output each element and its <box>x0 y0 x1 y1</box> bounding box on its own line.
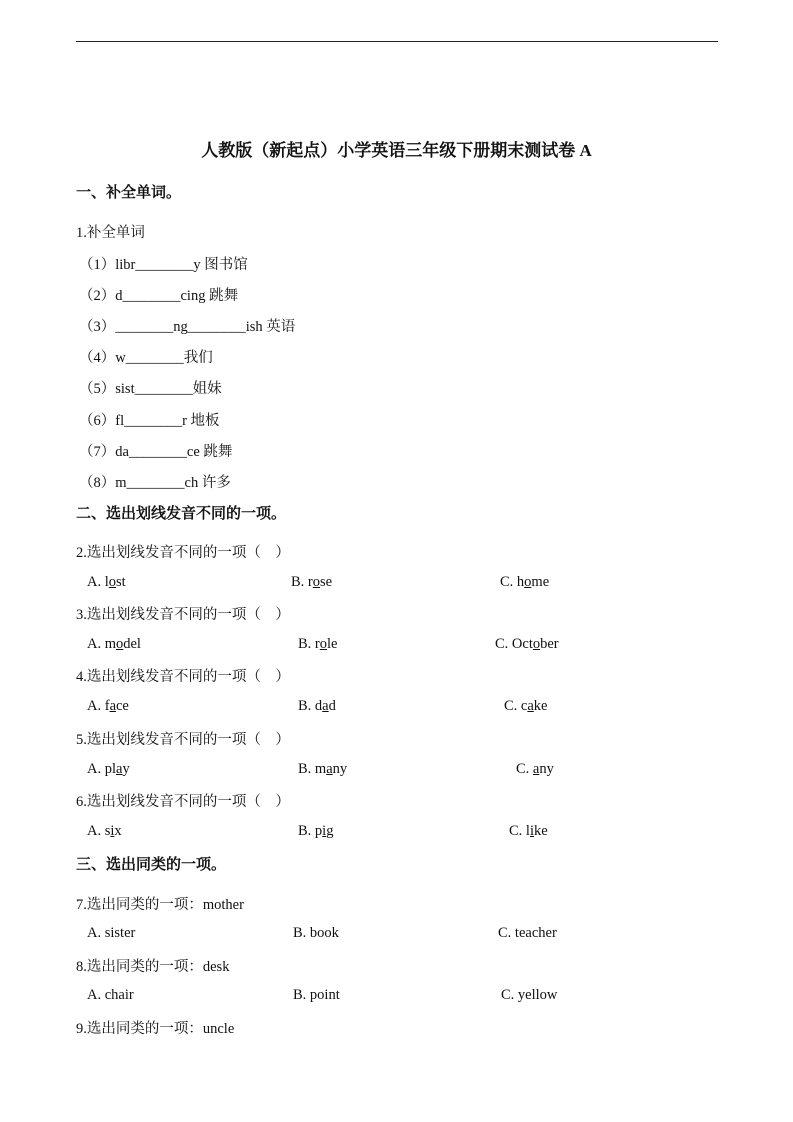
q3-option-c: C. October <box>495 636 559 652</box>
question-2-stem: 2.选出划线发音不同的一项（ ） <box>76 545 290 561</box>
q1-item-6: （6）fl________r 地板 <box>79 413 220 429</box>
section-2-heading: 二、选出划线发音不同的一项。 <box>76 506 287 522</box>
q1-item-8: （8）m________ch 许多 <box>79 475 231 491</box>
q7-option-c: C. teacher <box>498 925 557 941</box>
q1-item-3: （3）________ng________ish 英语 <box>79 319 296 335</box>
q4-option-b: B. dad <box>298 698 336 714</box>
q1-item-7: （7）da________ce 跳舞 <box>79 444 233 460</box>
q7-option-a: A. sister <box>87 925 136 941</box>
q3-option-a: A. model <box>87 636 141 652</box>
question-4-stem: 4.选出划线发音不同的一项（ ） <box>76 669 290 685</box>
section-3-heading: 三、选出同类的一项。 <box>76 857 227 873</box>
question-9-stem: 9.选出同类的一项：uncle <box>76 1021 235 1037</box>
q3-option-b: B. role <box>298 636 338 652</box>
section-1-heading: 一、补全单词。 <box>76 185 182 201</box>
q5-option-b: B. many <box>298 761 348 777</box>
q6-option-a: A. six <box>87 823 122 839</box>
question-5-stem: 5.选出划线发音不同的一项（ ） <box>76 732 290 748</box>
q6-option-c: C. like <box>509 823 548 839</box>
q8-option-b: B. point <box>293 987 340 1003</box>
q7-option-b: B. book <box>293 925 339 941</box>
q4-option-c: C. cake <box>504 698 548 714</box>
page-title: 人教版（新起点）小学英语三年级下册期末测试卷 A <box>201 141 592 160</box>
question-1-stem: 1.补全单词 <box>76 225 145 241</box>
q5-option-c: C. any <box>516 761 554 777</box>
q2-option-a: A. lost <box>87 574 126 590</box>
q2-option-c: C. home <box>500 574 550 590</box>
q8-option-a: A. chair <box>87 987 134 1003</box>
question-7-stem: 7.选出同类的一项：mother <box>76 897 244 913</box>
question-8-stem: 8.选出同类的一项：desk <box>76 959 230 975</box>
q1-item-1: （1）libr________y 图书馆 <box>79 257 248 273</box>
header-rule <box>76 41 718 42</box>
q1-item-5: （5）sist________姐妹 <box>79 381 222 397</box>
q1-item-2: （2）d________cing 跳舞 <box>79 288 239 304</box>
question-3-stem: 3.选出划线发音不同的一项（ ） <box>76 607 290 623</box>
q5-option-a: A. play <box>87 761 130 777</box>
q1-item-4: （4）w________我们 <box>79 350 213 366</box>
q4-option-a: A. face <box>87 698 129 714</box>
q2-option-b: B. rose <box>291 574 333 590</box>
q6-option-b: B. pig <box>298 823 334 839</box>
question-6-stem: 6.选出划线发音不同的一项（ ） <box>76 794 290 810</box>
q8-option-c: C. yellow <box>501 987 558 1003</box>
